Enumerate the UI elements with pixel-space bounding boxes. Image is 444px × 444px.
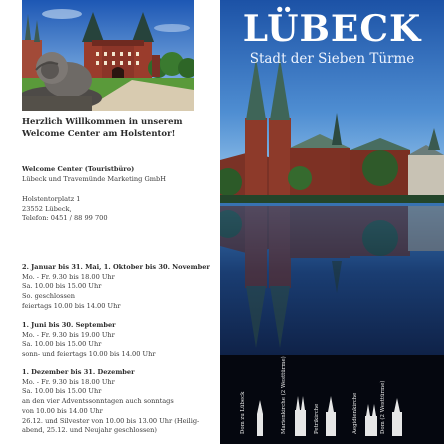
hours-line: Sa. 10.00 bis 15.00 Uhr [22,340,102,349]
right-panel [220,0,444,444]
hours-period: 1. Juni bis 30. September [22,321,116,329]
hours-block-3 [22,368,217,436]
hours-block-1 [22,263,217,312]
address-street: Holstentorplatz 1 [22,195,81,203]
hours-period: 2. Januar bis 31. Mai, 1. Oktober bis 30. November [22,263,210,271]
welcome-line-1: Herzlich Willkommen in unserem [22,117,183,127]
contact-phone: Telefon: 0451 / 88 99 700 [22,214,108,223]
hours-line: Sa. 10.00 bis 15.00 Uhr [22,387,102,396]
hours-block-2 [22,321,217,360]
hours-period: 1. Dezember bis 31. Dezember [22,368,135,376]
address-block [22,195,217,224]
contact-org: Lübeck und Travemünde Marketing GmbH [22,174,166,183]
contact-name: Welcome Center (Touristbüro) [22,165,135,173]
hours-line: an den vier Adventssonntagen auch sonntags [22,397,174,406]
hours-line: Mo. - Fr. 9.30 bis 18.00 Uhr [22,272,115,281]
church-label: Dom (2 Westtürme) [380,380,386,434]
hours-line: So. geschlossen [22,292,76,301]
hours-line: 26.12. und Silvester von 10.00 bis 13.00 Uhr (Heilig- [22,416,200,425]
hours-line: Mo. - Fr. 9.30 bis 19.00 Uhr [22,330,115,339]
welcome-line-2: Welcome Center am Holstentor! [22,129,176,139]
welcome-heading [22,116,212,140]
hours-line: sonn- und feiertags 10.00 bis 14.00 Uhr [22,350,156,359]
contact-block [22,165,217,184]
city-title: LÜBECK [242,8,422,50]
church-label: Aegidienkirche [352,392,358,434]
holstentor-illustration [22,0,194,111]
hours-line: abend, 25.12. und Neujahr geschlossen) [22,426,157,435]
holstentor-photo [22,0,194,111]
address-city: 23552 Lübeck, [22,204,72,213]
city-subtitle: Stadt der Sieben Türme [249,51,415,67]
hours-line: Sa. 10.00 bis 15.00 Uhr [22,282,102,291]
hours-line: von 10.00 bis 14.00 Uhr [22,406,103,415]
church-label: Petrikirche [314,403,320,434]
church-label: Marienkirche (2 Westtürme) [281,356,287,434]
hours-line: feiertags 10.00 bis 14.00 Uhr [22,301,121,310]
church-label: Dom zu Lübeck [240,391,246,434]
left-panel [0,0,220,444]
hours-line: Mo. - Fr. 9.30 bis 18.00 Uhr [22,377,115,386]
